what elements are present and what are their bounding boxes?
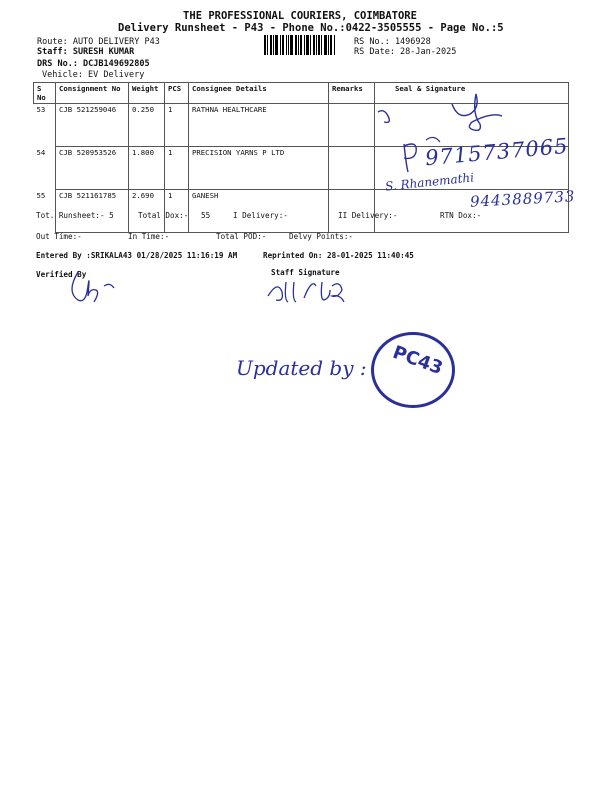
total-dox: Total Dox:- (138, 211, 189, 220)
entered-by: Entered By :SRIKALA43 01/28/2025 11:16:19 AM (36, 251, 238, 260)
staff-signature-label: Staff Signature (271, 268, 340, 277)
handwritten-phone-1: 9715737065 (424, 133, 570, 171)
row-sno: 53 (36, 105, 46, 114)
col-consignment: Consignment No (56, 83, 129, 104)
ii-delivery: II Delivery:- (338, 211, 398, 220)
company-title: THE PROFESSIONAL COURIERS, COIMBATORE (183, 10, 417, 22)
drs-number: DRS No.: DCJB149692805 (37, 59, 150, 69)
barcode (264, 35, 346, 55)
row-weight: 0.250 (129, 104, 165, 147)
row-pcs: 1 (165, 190, 189, 233)
row-weight: 2.690 (129, 190, 165, 233)
col-consignee: Consignee Details (189, 83, 329, 104)
row-consignment: CJB 521161785 (56, 190, 129, 233)
out-time: Out Time:- (36, 232, 82, 241)
runsheet-title: Delivery Runsheet - P43 - Phone No.:0422-3505555 - Page No.:5 (118, 22, 504, 34)
staff-signature (258, 276, 358, 306)
vehicle-label: Vehicle: EV Delivery (42, 70, 145, 80)
row-consignment: CJB 521259046 (56, 104, 129, 147)
col-weight: Weight (129, 83, 165, 104)
i-delivery: I Delivery:- (233, 211, 288, 220)
rs-date: RS Date: 28-Jan-2025 (354, 47, 457, 57)
stamp-text: PC43 (389, 341, 446, 380)
total-pod: Total POD:- (216, 232, 267, 241)
route-label: Route: AUTO DELIVERY P43 (37, 37, 160, 47)
total-dox-value: 55 (201, 211, 211, 220)
col-remarks: Remarks (329, 83, 375, 104)
row-sno: 55 (36, 190, 46, 200)
row-sno: 54 (36, 147, 46, 157)
handwritten-phone-2: 9443889733 (469, 187, 576, 211)
verified-by-label: Verified By (36, 270, 87, 279)
col-seal: Seal & Signature (375, 83, 569, 104)
tot-runsheet: Tot. Runsheet:- 5 (36, 211, 114, 220)
in-time: In Time:- (128, 232, 170, 241)
row-pcs: 1 (165, 104, 189, 147)
row-consignee: PRECISION YARNS P LTD (189, 147, 329, 190)
col-sno: S No (34, 83, 56, 104)
delvy-points: Delvy Points:- (289, 232, 354, 241)
row-weight: 1.800 (129, 147, 165, 190)
updated-by-note: Updated by : (236, 356, 367, 380)
row-pcs: 1 (165, 147, 189, 190)
staff-label: Staff: SURESH KUMAR (37, 47, 135, 57)
verified-signature (64, 266, 134, 306)
rtn-dox: RTN Dox:- (440, 211, 482, 220)
handwritten-name: S. Rhanemathi (384, 170, 475, 194)
row-consignee: GANESH (189, 190, 329, 233)
col-pcs: PCS (165, 83, 189, 104)
row-consignee: RATHNA HEALTHCARE (189, 104, 329, 147)
rs-number: RS No.: 1496928 (354, 37, 431, 47)
row-consignment: CJB 520953526 (56, 147, 129, 190)
reprinted-on: Reprinted On: 28-01-2025 11:40:45 (263, 251, 414, 260)
